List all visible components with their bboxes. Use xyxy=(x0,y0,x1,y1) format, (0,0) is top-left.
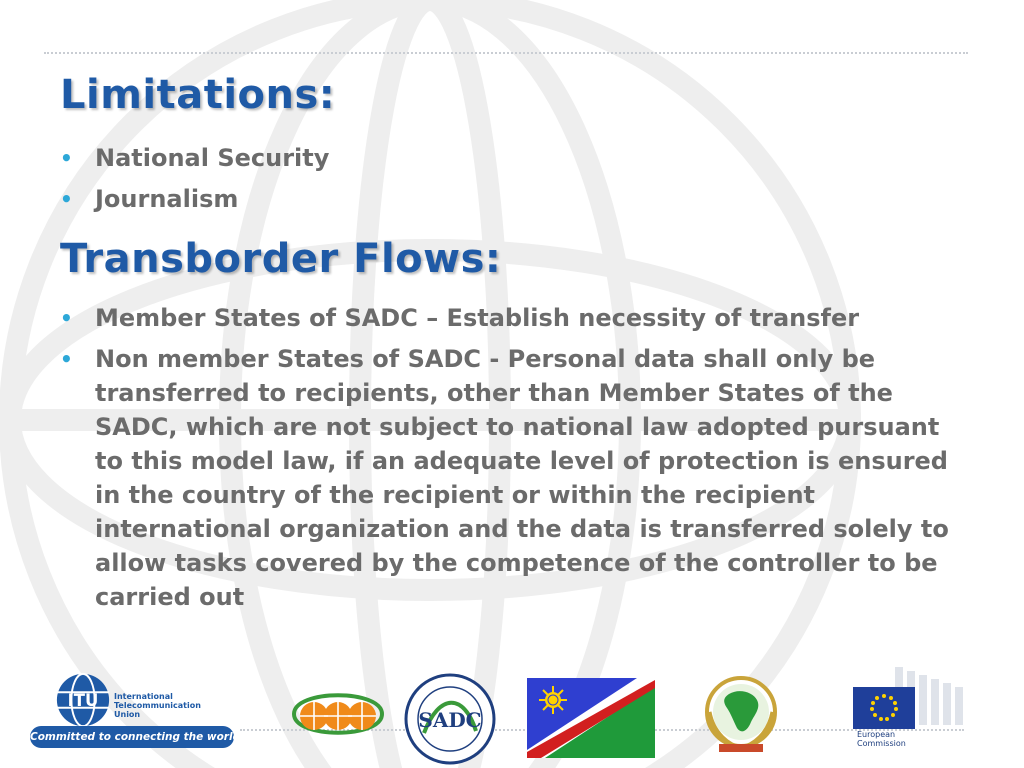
sadc-abbrev: SADC xyxy=(418,708,482,732)
bullet: • xyxy=(60,347,73,371)
list-item-text: Journalism xyxy=(95,185,239,213)
itu-name-line: Union xyxy=(114,710,141,719)
bullet: • xyxy=(60,306,73,330)
namibia-flag-icon xyxy=(527,678,655,758)
african-union-emblem-icon xyxy=(679,672,803,758)
itu-logo xyxy=(30,665,240,751)
list-item xyxy=(60,182,660,216)
itu-name xyxy=(114,692,201,719)
eu-label-line: European xyxy=(857,730,896,739)
ecp-logo-icon xyxy=(286,684,390,744)
heading-transborder-flows: Transborder Flows: xyxy=(60,236,502,282)
eu-label xyxy=(857,730,906,748)
itu-name-line: Telecommunication xyxy=(114,701,201,710)
itu-name-line: International xyxy=(114,692,173,701)
list-item xyxy=(60,301,960,335)
list-item xyxy=(60,141,660,175)
top-dotted-divider xyxy=(44,52,968,54)
limitations-list xyxy=(60,141,660,223)
list-item-text: Non member States of SADC - Personal data shall only be transferred to recipients, other than Member States of the SADC, which are not subject to national law adopted pursuant to this model law, if an adequate level of protection is ensured in the country of the recipient or within the recipient international organization and the data is transferred solely to allow tasks covered by the competence of the controller to be carried out xyxy=(95,345,949,611)
list-item xyxy=(60,342,960,614)
transborder-list xyxy=(60,301,960,621)
heading-limitations: Limitations: xyxy=(60,72,336,118)
itu-globe-icon xyxy=(54,671,112,729)
bullet: • xyxy=(60,146,73,170)
sadc-emblem-icon xyxy=(404,673,496,765)
eu-label-line: Commission xyxy=(857,739,906,748)
bullet: • xyxy=(60,187,73,211)
itu-tagline: Committed to connecting the world xyxy=(30,726,234,748)
list-item-text: Member States of SADC – Establish necessity of transfer xyxy=(95,304,860,332)
list-item-text: National Security xyxy=(95,144,330,172)
itu-abbrev: ITU xyxy=(67,690,99,710)
